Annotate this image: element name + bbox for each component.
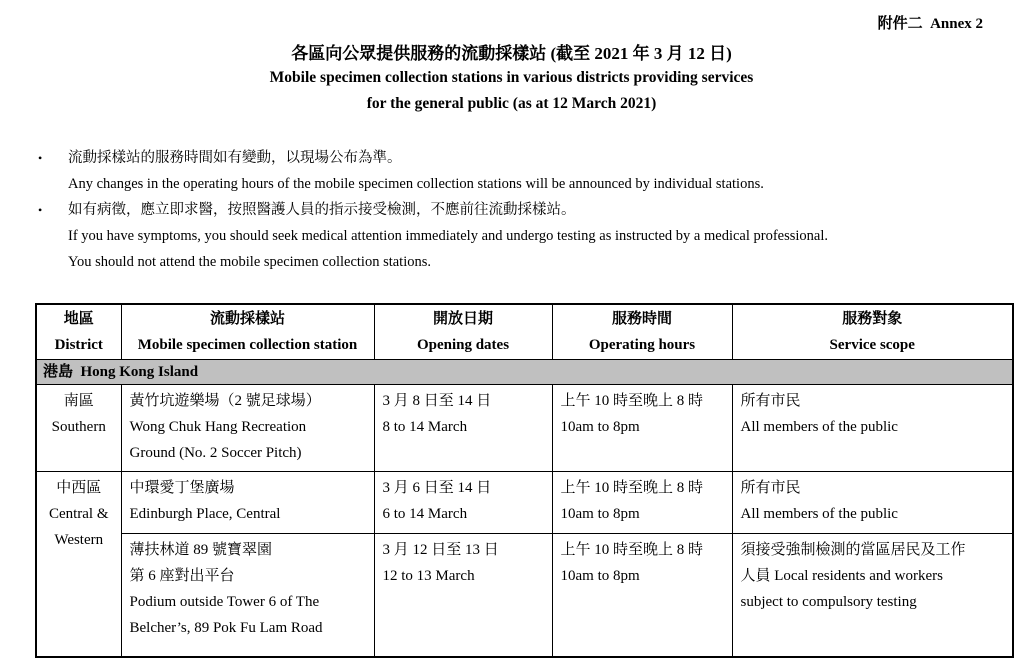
cell-line: Western	[54, 532, 104, 548]
column-header-operating-hours	[552, 304, 732, 360]
cell-station	[121, 534, 374, 657]
cell-line: 12 to 13 March	[382, 568, 475, 584]
cell-line: 上午 10 時至晚上 8 時	[560, 480, 704, 496]
cell-line: 所有市民	[740, 393, 801, 409]
cell-service-scope	[732, 385, 1013, 472]
cell-line: 10am to 8pm	[560, 506, 640, 522]
cell-service-scope	[732, 534, 1013, 657]
cell-line: Podium outside Tower 6 of The	[129, 594, 320, 610]
cell-line: 黃竹坑遊樂場（2 號足球場）	[129, 393, 321, 409]
cell-line: Ground (No. 2 Soccer Pitch)	[129, 445, 302, 461]
cell-opening-dates	[374, 472, 552, 534]
column-header-opening-dates	[374, 304, 552, 360]
cell-line: 上午 10 時至晚上 8 時	[560, 542, 704, 558]
annex-label: 附件二 Annex 2	[877, 16, 983, 32]
cell-station	[121, 385, 374, 472]
column-header-service-scope	[732, 304, 1013, 360]
cell-line: 人員 Local residents and workers	[740, 568, 943, 584]
cell-line: Belcher’s, 89 Pok Fu Lam Road	[129, 620, 323, 636]
cell-line: Edinburgh Place, Central	[129, 506, 281, 522]
cell-opening-dates	[374, 385, 552, 472]
stations-table	[35, 303, 1014, 658]
header-zh: 開放日期	[432, 311, 493, 327]
header-en: Opening dates	[416, 337, 510, 353]
header-en: Service scope	[829, 337, 915, 353]
cell-line: 須接受強制檢測的當區居民及工作	[740, 542, 966, 558]
cell-line: 上午 10 時至晚上 8 時	[560, 393, 704, 409]
column-header-district	[36, 304, 121, 360]
note-line-chinese	[38, 145, 1003, 171]
cell-line: 薄扶林道 89 號寶翠園	[129, 542, 273, 558]
cell-line: All members of the public	[740, 419, 898, 435]
title-chinese: 各區向公眾提供服務的流動採樣站 (截至 2021 年 3 月 12 日)	[291, 44, 732, 63]
cell-line: 6 to 14 March	[382, 506, 468, 522]
bullet-icon: •	[38, 151, 43, 165]
cell-line: 3 月 12 日至 13 日	[382, 542, 499, 558]
section-row-hong-kong-island	[36, 360, 1013, 385]
note-item	[38, 145, 1003, 197]
title-english-line1: Mobile specimen collection stations in various districts providing services	[269, 69, 754, 86]
cell-district	[36, 385, 121, 472]
header-en: Operating hours	[588, 337, 696, 353]
cell-line: 3 月 8 日至 14 日	[382, 393, 492, 409]
section-title: 港島 Hong Kong Island	[36, 360, 1013, 385]
cell-operating-hours	[552, 385, 732, 472]
cell-service-scope	[732, 472, 1013, 534]
note-item	[38, 197, 1003, 275]
header-zh: 流動採樣站	[209, 311, 285, 327]
note-text-english: Any changes in the operating hours of the mobile specimen collection stations will be announced by individual stations.	[68, 176, 764, 192]
table-row-central-western-1	[36, 472, 1013, 534]
table-row-central-western-2	[36, 534, 1013, 657]
cell-operating-hours	[552, 534, 732, 657]
header-en: Mobile specimen collection station	[137, 337, 358, 353]
note-text-chinese: 流動採樣站的服務時間如有變動，以現場公布為準。	[68, 150, 402, 166]
cell-line: 中西區	[56, 480, 102, 496]
column-header-station	[121, 304, 374, 360]
cell-line: 8 to 14 March	[382, 419, 468, 435]
note-line-chinese	[38, 197, 1003, 223]
table-header-row	[36, 304, 1013, 360]
notes-section	[38, 145, 1003, 275]
cell-line: Southern	[51, 419, 106, 435]
cell-line: 中環愛丁堡廣場	[129, 480, 235, 496]
header-zh: 服務時間	[611, 311, 672, 327]
table-row-southern	[36, 385, 1013, 472]
cell-line: subject to compulsory testing	[740, 594, 917, 610]
cell-opening-dates	[374, 534, 552, 657]
title-english-line2: for the general public (as at 12 March 2021)	[366, 95, 657, 112]
cell-line: 3 月 6 日至 14 日	[382, 480, 492, 496]
cell-line: 南區	[63, 393, 94, 409]
note-text-english: If you have symptoms, you should seek medical attention immediately and undergo testing as instructed by a medical professional.	[68, 228, 829, 244]
header-zh: 地區	[63, 311, 94, 327]
cell-line: 第 6 座對出平台	[129, 568, 235, 584]
cell-line: 10am to 8pm	[560, 419, 640, 435]
cell-line: 10am to 8pm	[560, 568, 640, 584]
cell-line: All members of the public	[740, 506, 898, 522]
note-text-english: You should not attend the mobile specimen collection stations.	[68, 254, 431, 270]
cell-district	[36, 472, 121, 657]
cell-line: Central &	[48, 506, 109, 522]
cell-operating-hours	[552, 472, 732, 534]
header-zh: 服務對象	[842, 311, 903, 327]
header-en: District	[54, 337, 103, 353]
cell-station	[121, 472, 374, 534]
bullet-icon: •	[38, 203, 43, 217]
cell-line: 所有市民	[740, 480, 801, 496]
cell-line: Wong Chuk Hang Recreation	[129, 419, 307, 435]
note-text-chinese: 如有病徵，應立即求醫，按照醫護人員的指示接受檢測，不應前往流動採樣站。	[68, 202, 576, 218]
